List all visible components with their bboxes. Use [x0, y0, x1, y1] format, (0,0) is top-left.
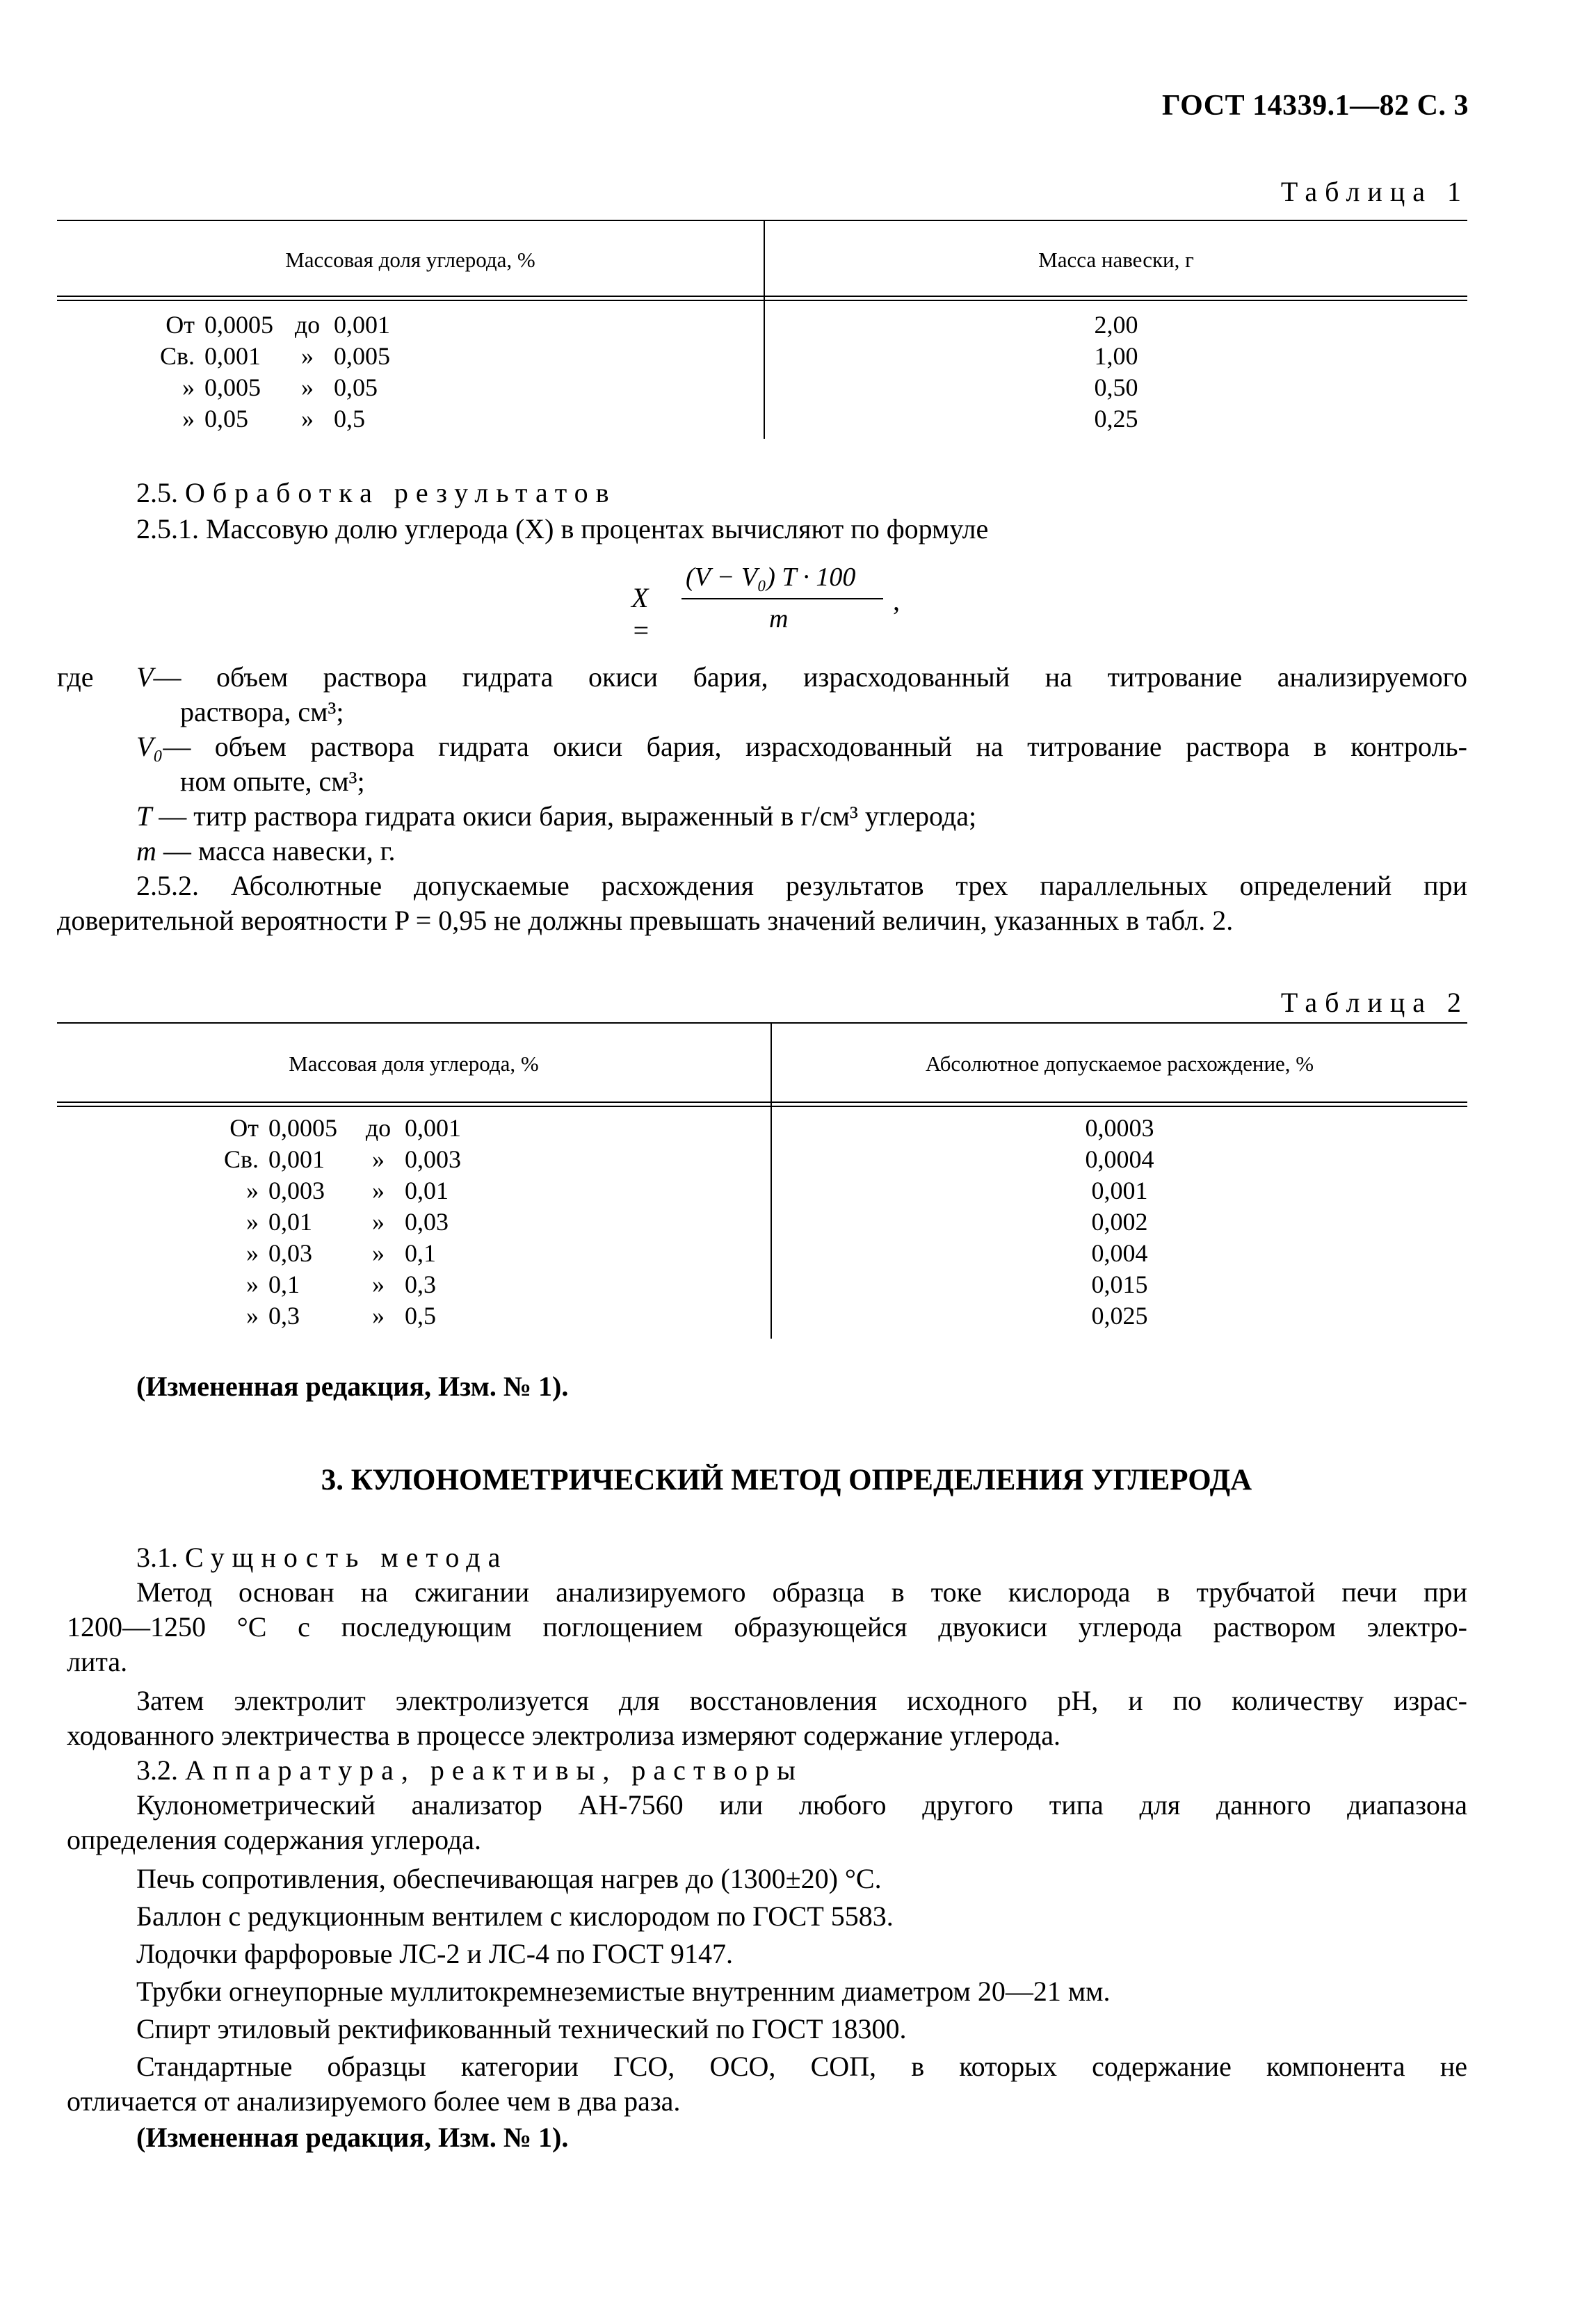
table-row: » 0,1 » 0,3: [246, 1270, 436, 1298]
table-row: От 0,0005 до 0,001: [166, 311, 390, 339]
section-3-2-heading: 3.2. Аппаратура, реактивы, растворы: [136, 1754, 803, 1786]
table1-header-rule: [57, 296, 1467, 297]
table1-value-col: [765, 309, 1467, 435]
definition-v0: V₀— объем раствора гидрата окиси бария, израсходованный на титрование раствора в контроль-: [136, 731, 1467, 762]
page-header: ГОСТ 14339.1—82 С. 3: [1161, 90, 1469, 122]
paragraph-boats: Лодочки фарфоровые ЛС-2 и ЛС-4 по ГОСТ 9147.: [136, 1938, 734, 1969]
table-row: Св. 0,001 » 0,003: [223, 1145, 461, 1173]
definition-v0-cont: ном опыте, см³;: [180, 766, 365, 797]
table-row: » 0,05 » 0,5: [182, 405, 365, 433]
table1-caption: Таблица 1: [1280, 176, 1469, 207]
table2-top-rule: [57, 1022, 1467, 1024]
table-cell: 0,004: [1091, 1239, 1148, 1267]
paragraph-3-1-a-end: лита.: [67, 1646, 128, 1677]
paragraph-3-2-a: Кулонометрический анализатор АН-7560 или любого другого типа для данного диапазона: [136, 1789, 1467, 1821]
table-row: Св. 0,001 » 0,005: [159, 342, 390, 370]
table1-col2-header: Масса навески, г: [1038, 248, 1194, 272]
table1-range-col: [143, 309, 390, 435]
definition-v-cont: раствора, см³;: [180, 696, 344, 727]
paragraph-2-5-2-cont: доверительной вероятности P = 0,95 не должны превышать значений величин, указанных в табл. 2.: [57, 905, 1234, 936]
paragraph-tubes: Трубки огнеупорные муллитокремнеземистые внутренним диаметром 20—21 мм.: [136, 1976, 1111, 2007]
paragraph-3-1-a: Метод основан на сжигании анализируемого образца в токе кислорода в трубчатой печи при: [136, 1576, 1467, 1608]
paragraph-3-2-a-cont: определения содержания углерода.: [67, 1824, 482, 1855]
paragraph-3-1-b: Затем электролит электролизуется для восстановления исходного pH, и по количеству израс-: [136, 1685, 1467, 1716]
table2-col1-header: Массовая доля углерода, %: [289, 1051, 539, 1076]
paragraph-standards-cont: отличается от анализируемого более чем в два раза.: [67, 2085, 681, 2117]
paragraph-alcohol: Спирт этиловый ректификованный технический по ГОСТ 18300.: [136, 2013, 907, 2044]
paragraph-standards: Стандартные образцы категории ГСО, ОСО, СОП, в которых содержание компонента не: [136, 2051, 1467, 2082]
table-cell: 0,0003: [1085, 1114, 1154, 1142]
table-cell: 0,025: [1091, 1302, 1148, 1330]
definition-m: m — масса навески, г.: [136, 835, 396, 866]
table-cell: 2,00: [1094, 311, 1138, 339]
paragraph-2-5-2: 2.5.2. Абсолютные допускаемые расхождения результатов трех параллельных определений при: [136, 870, 1467, 901]
table-cell: 0,015: [1091, 1270, 1148, 1298]
paragraph-3-1-b-cont: ходованного электричества в процессе электролиза измеряют содержание углерода.: [67, 1720, 1060, 1751]
where-label: где: [57, 661, 94, 693]
table-cell: 0,002: [1091, 1208, 1148, 1236]
table-cell: 1,00: [1094, 342, 1138, 370]
formula-fraction-bar: [681, 598, 883, 599]
definition-t: T — титр раствора гидрата окиси бария, выраженный в г/см³ углерода;: [136, 800, 977, 832]
formula-numerator: (V − V₀) T · 100: [686, 563, 856, 592]
table-cell: 0,0004: [1085, 1145, 1154, 1173]
formula-lhs: X =: [631, 582, 650, 646]
paragraph-2-5-1: 2.5.1. Массовую долю углерода (X) в процентах вычисляют по формуле: [136, 513, 989, 544]
amendment-note-1: (Измененная редакция, Изм. № 1).: [136, 1371, 569, 1402]
table2-header-rule: [57, 1102, 1467, 1103]
table1-top-rule: [57, 220, 1467, 221]
table-row: От 0,0005 до 0,001: [229, 1114, 461, 1142]
table1-header-rule-2: [57, 300, 1467, 301]
table-row: » 0,3 » 0,5: [246, 1302, 436, 1330]
section-3-title: 3. КУЛОНОМЕТРИЧЕСКИЙ МЕТОД ОПРЕДЕЛЕНИЯ УГЛЕРОДА: [321, 1464, 1252, 1496]
section-3-1-heading: 3.1. Сущность метода: [136, 1542, 508, 1573]
table2-value-col: [772, 1113, 1467, 1332]
table-cell: 0,25: [1094, 405, 1138, 433]
table-row: » 0,005 » 0,05: [182, 373, 378, 401]
table2-col2-header: Абсолютное допускаемое расхождение, %: [925, 1051, 1314, 1076]
section-2-5-heading: 2.5. Обработка результатов: [136, 477, 617, 508]
formula-tail: ,: [893, 585, 900, 616]
formula-denominator: m: [769, 604, 789, 634]
table2-range-col: [207, 1113, 461, 1332]
table2-caption: Таблица 2: [1280, 987, 1469, 1018]
table1-col1-header: Массовая доля углерода, %: [285, 248, 535, 272]
table2-header-rule-2: [57, 1106, 1467, 1107]
paragraph-3-1-a-cont: 1200—1250 °С с последующим поглощением образующейся двуокиси углерода раствором электро-: [67, 1611, 1467, 1643]
table-cell: 0,50: [1094, 373, 1138, 401]
table-row: » 0,03 » 0,1: [246, 1239, 436, 1267]
paragraph-furnace: Печь сопротивления, обеспечивающая нагрев до (1300±20) °С.: [136, 1863, 882, 1894]
table-row: » 0,01 » 0,03: [246, 1208, 449, 1236]
amendment-note-2: (Измененная редакция, Изм. № 1).: [136, 2122, 569, 2153]
paragraph-cylinder: Баллон с редукционным вентилем с кислородом по ГОСТ 5583.: [136, 1901, 894, 1932]
table-cell: 0,001: [1091, 1177, 1148, 1204]
definition-v: V— объем раствора гидрата окиси бария, израсходованный на титрование анализируемого: [136, 661, 1467, 693]
table-row: » 0,003 » 0,01: [246, 1177, 449, 1204]
